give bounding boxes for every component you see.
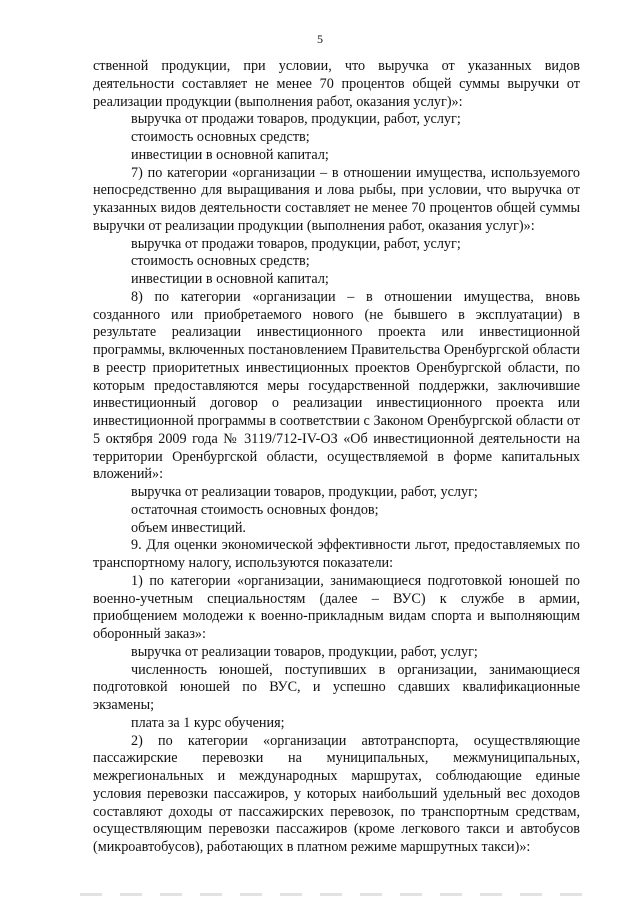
document-body <box>93 58 580 857</box>
list-item: выручка от реализации товаров, продукции, работ, услуг; <box>131 643 478 660</box>
paragraph: 7) по категории «организации – в отношении имущества, используемого непосредственно для выращивания и лова рыбы, при условии, что выручка от указанных видов деятельности составляет не менее 70 процентов общей суммы выручки от реализации продукции (выполнения работ, оказания услуг)»: <box>93 164 580 234</box>
paragraph: 2) по категории «организации автотранспорта, осуществляющие пассажирские перевозки на муниципальных, межмуниципальных, межрегиональных и международных маршрутах, соблюдающие единые условия перевозки пассажиров, у которых наибольший удельный вес доходов составляют доходы от пассажирских перевозок, по транспортным средствам, осуществляющим перевозки пассажиров (кроме легкового такси и автобусов (микроавтобусов), работающих в платном режиме маршрутных такси)»: <box>93 732 580 855</box>
list-item: инвестиции в основной капитал; <box>131 271 329 287</box>
paragraph: 1) по категории «организации, занимающиеся подготовкой юношей по военно-учетным специальностям (далее – ВУС) к службе в армии, приобщением молодежи к военно-прикладным видам спорта и выполняющим оборонный заказ»: <box>93 572 580 642</box>
paragraph: 9. Для оценки экономической эффективности льгот, предоставляемых по транспортному налогу, используются показатели: <box>93 537 580 571</box>
scan-bottom-edge <box>80 893 600 896</box>
list-item: объем инвестиций. <box>131 519 246 536</box>
paragraph: 8) по категории «организации – в отношении имущества, вновь созданного или приобретаемого нового (не бывшего в эксплуатации) в результате реализации инвестиционного проекта или инвестиционной программы, включенных постановлением Правительства Оренбургской области в реестр приоритетных инвестиционных проектов Оренбургской области, по которым предоставляются меры государственной поддержки, заключившие инвестиционный договор о реализации инвестиционного проекта или инвестиционной программы в соответствии с Законом Оренбургской области от 5 октября 2009 года № 3119/712-IV-ОЗ «Об инвестиционной деятельности на территории Оренбургской области, осуществляемой в форме капитальных вложений»: <box>93 288 580 483</box>
list-item: выручка от продажи товаров, продукции, работ, услуг; <box>131 111 461 128</box>
page-number: 5 <box>317 32 323 46</box>
list-item: стоимость основных средств; <box>131 129 310 145</box>
list-item: выручка от продажи товаров, продукции, работ, услуг; <box>131 235 461 252</box>
list-item: инвестиции в основной капитал; <box>131 146 329 163</box>
paragraph-continuation: ственной продукции, при условии, что выручка от указанных видов деятельности составляет не менее 70 процентов общей суммы выручки от реализации продукции (выполнения работ, оказания услуг)»: <box>93 58 580 110</box>
list-item: плата за 1 курс обучения; <box>131 714 285 731</box>
paragraph: численность юношей, поступивших в организации, занимающиеся подготовкой юношей по ВУС, и успешно сдавших квалификационные экзамены; <box>93 661 580 713</box>
list-item: выручка от реализации товаров, продукции, работ, услуг; <box>131 484 478 500</box>
list-item: стоимость основных средств; <box>131 253 310 270</box>
list-item: остаточная стоимость основных фондов; <box>131 501 379 518</box>
